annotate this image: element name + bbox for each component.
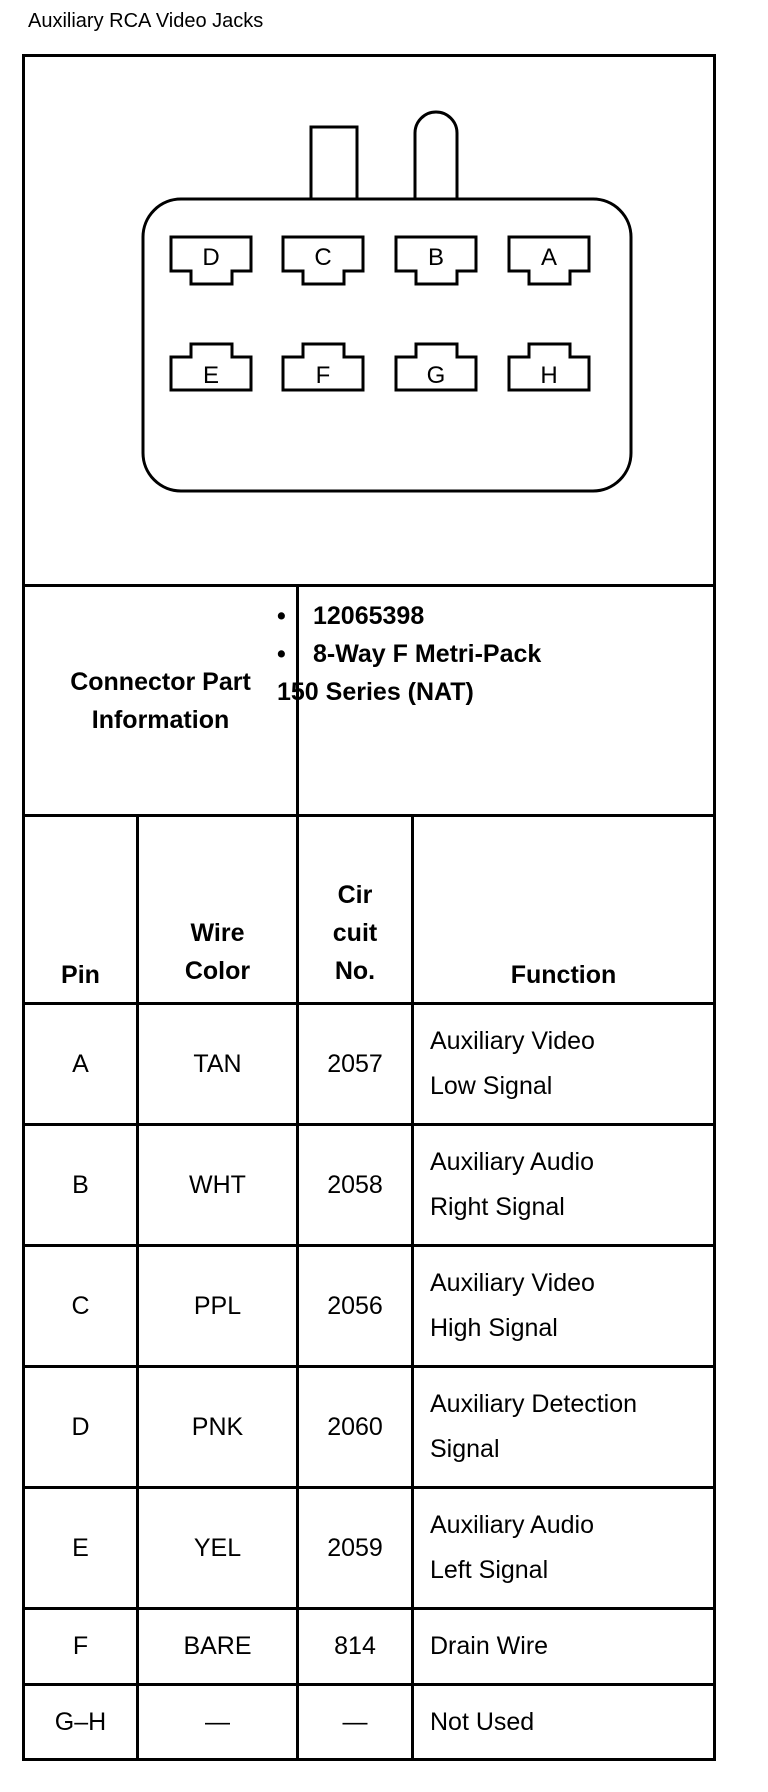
header-wire-color-line1: Wire: [190, 919, 245, 947]
cell-circuit-no: 2056: [327, 1291, 383, 1320]
cell-pin: E: [72, 1533, 89, 1562]
rounded-key-tab: [415, 112, 457, 199]
function-line1: Auxiliary Audio: [430, 1148, 594, 1176]
function-line1: Auxiliary Video: [430, 1027, 595, 1055]
part-number: 12065398: [313, 602, 425, 630]
cell-circuit-no: 2057: [327, 1049, 383, 1078]
cell-wire-color: BARE: [183, 1632, 252, 1660]
cell-wire-color: PPL: [193, 1291, 242, 1320]
pin-label-g: G: [426, 362, 446, 389]
part-number-item: [277, 597, 541, 635]
cell-wire-color: PNK: [191, 1412, 244, 1441]
pin-label-e: E: [202, 362, 220, 389]
function-line2: High Signal: [430, 1314, 558, 1342]
header-circuit-line2: cuit: [332, 919, 378, 947]
cell-circuit-no: —: [342, 1707, 368, 1736]
cell-function: [414, 1368, 713, 1486]
header-function: Function: [510, 961, 617, 989]
pin-label-a: A: [540, 244, 558, 271]
connector-type-item: [277, 635, 541, 673]
function-line2: Signal: [430, 1435, 500, 1463]
function-line1: Auxiliary Video: [430, 1269, 595, 1297]
pin-label-f: F: [315, 362, 331, 389]
pin-label-b: B: [427, 244, 445, 271]
cell-pin: B: [72, 1170, 89, 1199]
connector-face-icon: [25, 57, 713, 587]
cell-wire-color: TAN: [193, 1049, 242, 1078]
header-circuit-no: [299, 817, 411, 1002]
function-line1: Not Used: [430, 1707, 535, 1736]
pin-label-h: H: [540, 362, 558, 389]
connector-info-details: [277, 597, 541, 711]
header-pin: Pin: [61, 961, 100, 989]
cell-pin: A: [72, 1049, 89, 1078]
header-wire-color-line2: Color: [184, 957, 251, 985]
page-title: Auxiliary RCA Video Jacks: [28, 10, 264, 32]
connector-diagram: [25, 57, 713, 587]
cell-circuit-no: 814: [334, 1632, 376, 1660]
cell-pin: C: [71, 1291, 90, 1320]
cell-circuit-no: 2059: [327, 1533, 383, 1562]
connector-series: 150 Series (NAT): [277, 678, 474, 706]
cell-pin: D: [71, 1412, 90, 1441]
cell-wire-color: WHT: [189, 1170, 246, 1199]
cell-function: [414, 1489, 713, 1607]
function-line2: Left Signal: [430, 1556, 549, 1584]
pin-label-c: C: [314, 244, 332, 271]
cell-wire-color: YEL: [193, 1533, 242, 1562]
header-circuit-line1: Cir: [337, 881, 373, 909]
cell-pin: G–H: [54, 1707, 107, 1736]
square-key-tab: [311, 127, 357, 199]
header-circuit-line3: No.: [334, 957, 376, 985]
cell-circuit-no: 2060: [327, 1412, 383, 1441]
function-line1: Auxiliary Detection: [430, 1390, 638, 1418]
cell-function: [414, 1126, 713, 1244]
cell-wire-color: —: [205, 1707, 230, 1736]
connector-info-label: Connector Part Information: [70, 667, 251, 734]
cell-function: [414, 1610, 713, 1683]
function-line1: Drain Wire: [430, 1632, 549, 1660]
function-line2: Right Signal: [430, 1193, 565, 1221]
cell-circuit-no: 2058: [327, 1170, 383, 1199]
bullet-icon: •: [277, 640, 286, 668]
cell-function: [414, 1005, 713, 1123]
cell-pin: F: [72, 1632, 89, 1660]
function-line1: Auxiliary Audio: [430, 1511, 594, 1539]
connector-type: 8-Way F Metri-Pack: [313, 640, 542, 668]
connector-frame: [22, 54, 716, 1761]
cell-function: [414, 1686, 713, 1758]
pin-label-d: D: [202, 244, 220, 271]
cell-function: [414, 1247, 713, 1365]
function-line2: Low Signal: [430, 1072, 553, 1100]
header-wire-color: [139, 817, 296, 1002]
bullet-icon: •: [277, 602, 286, 630]
